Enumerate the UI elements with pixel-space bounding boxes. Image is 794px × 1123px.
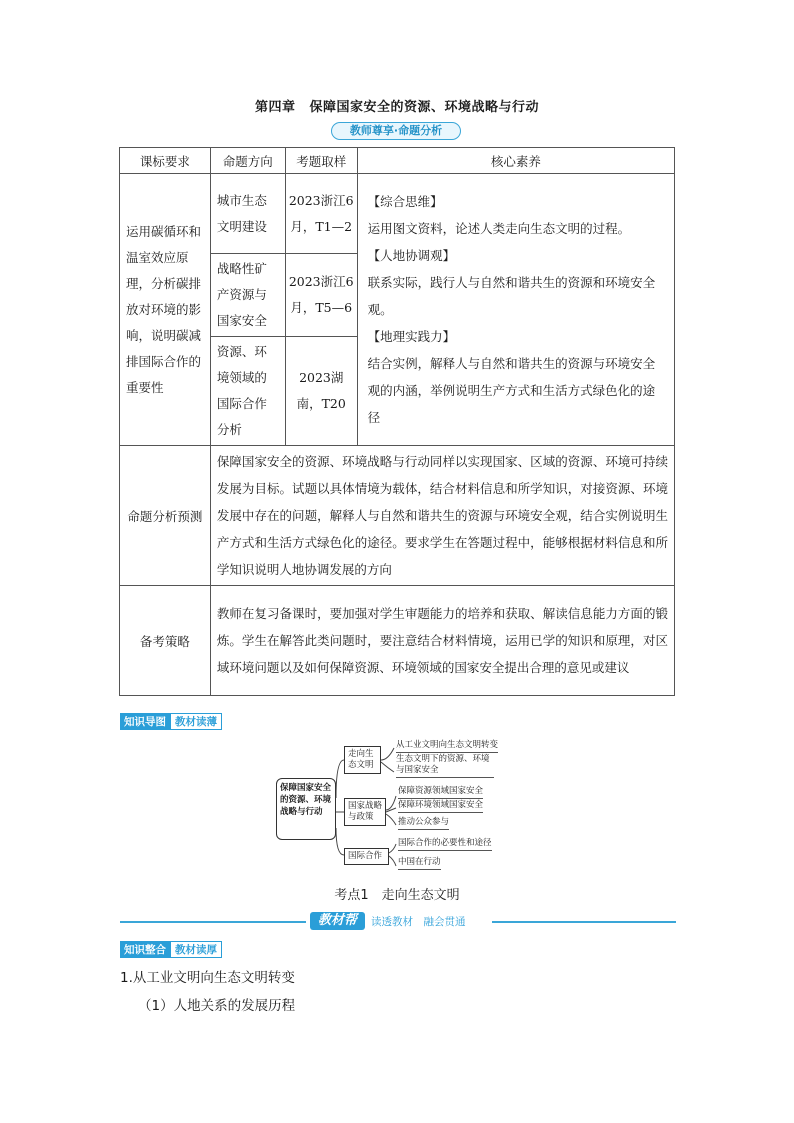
strategy-text: 教师在复习备课时，要加强对学生审题能力的培养和获取、解读信息能力方面的锻炼。学生在解答此类问题时，要注意结合材料情境，运用已学的知识和原理，对区域环境问题以及如何保障资源、环境领域的国家安全提出合理的意见或建议 xyxy=(210,586,674,696)
mind-map xyxy=(276,738,516,868)
leaf-node: 保障环境领域国家安全 xyxy=(398,800,483,813)
core-body-2: 联系实际，践行人与自然和谐共生的资源和环境安全观。 xyxy=(367,275,656,317)
banner-center xyxy=(310,911,486,931)
header-requirement: 课标要求 xyxy=(120,148,211,174)
core-head-3: 【地理实践力】 xyxy=(367,329,456,344)
table-row xyxy=(120,446,675,586)
example-cell: 2023湖南，T20 xyxy=(285,337,357,446)
chapter-name: 保障国家安全的资源、环境战略与行动 xyxy=(309,100,540,115)
branch-node: 走向生态文明 xyxy=(344,746,381,774)
example-cell: 2023浙江6月，T5—6 xyxy=(285,254,357,337)
banner-rule-left xyxy=(120,921,306,923)
tag-primary: 知识导图 xyxy=(120,713,170,730)
forecast-label: 命题分析预测 xyxy=(120,446,211,586)
core-body-1: 运用图文资料，论述人类走向生态文明的过程。 xyxy=(367,221,631,236)
exam-point-title: 考点1 走向生态文明 xyxy=(334,888,460,903)
header-core: 核心素养 xyxy=(357,148,674,174)
core-body-3: 结合实例，解释人与自然和谐共生的资源与环境安全观的内涵，举例说明生产方式和生活方式绿色化的途径 xyxy=(367,356,656,425)
curriculum-table xyxy=(119,147,675,696)
connector-leaf xyxy=(386,814,396,825)
core-literacy-cell xyxy=(357,174,674,446)
connector-branch-3 xyxy=(336,828,344,855)
chapter-number: 第四章 xyxy=(254,100,296,115)
branch-node: 国家战略与政策 xyxy=(344,798,386,826)
knowledge-integration-tag xyxy=(120,941,222,958)
leaf-node: 从工业文明向生态文明转变 xyxy=(396,740,498,753)
textbook-banner xyxy=(120,911,676,931)
tag-secondary: 教材读薄 xyxy=(170,713,222,730)
strategy-label: 备考策略 xyxy=(120,586,211,696)
tag-primary: 知识整合 xyxy=(120,941,170,958)
connector-leaf xyxy=(389,856,396,866)
knowledge-map-tag xyxy=(120,713,222,730)
table-header-row xyxy=(120,148,675,174)
banner-rule-right xyxy=(492,921,676,923)
connector-branch-1 xyxy=(336,760,344,798)
connector-leaf xyxy=(381,762,394,772)
mind-map-root: 保障国家安全的资源、环境战略与行动 xyxy=(276,778,336,840)
chapter-title xyxy=(0,96,794,115)
leaf-node: 推动公众参与 xyxy=(398,817,449,830)
connector-leaf xyxy=(386,796,396,810)
table-row xyxy=(120,586,675,696)
table-row xyxy=(120,174,675,254)
banner-main: 教材帮 xyxy=(310,912,365,930)
direction-cell: 战略性矿产资源与国家安全 xyxy=(210,254,285,337)
example-cell: 2023浙江6月，T1—2 xyxy=(285,174,357,254)
leaf-node: 生态文明下的资源、环境与国家安全 xyxy=(396,754,494,778)
branch-node: 国际合作 xyxy=(344,848,389,865)
header-direction: 命题方向 xyxy=(210,148,285,174)
tag-secondary: 教材读厚 xyxy=(170,941,222,958)
connector-leaf xyxy=(389,844,396,853)
leaf-node: 保障资源领域国家安全 xyxy=(398,786,483,799)
subsection-heading: （1）人地关系的发展历程 xyxy=(138,998,296,1014)
leaf-node: 中国在行动 xyxy=(398,857,441,870)
forecast-text: 保障国家安全的资源、环境战略与行动同样以实现国家、区域的资源、环境可持续发展为目标。试题以具体情境为载体，结合材料信息和所学知识，对接资源、环境发展中存在的问题，解释人与自然和谐共生的资源与环境安全观，结合实例说明生产方式和生活方式绿色化的途径。要求学生在答题过程中，能够根据材料信息和所学知识说明人地协调发展的方向 xyxy=(210,446,674,586)
connector-leaf xyxy=(381,748,394,760)
banner-sub: 读透教材 融会贯通 xyxy=(371,915,466,928)
direction-cell: 资源、环境领域的国际合作分析 xyxy=(210,337,285,446)
header-example: 考题取样 xyxy=(285,148,357,174)
section-heading: 1.从工业文明向生态文明转变 xyxy=(120,970,295,986)
core-head-2: 【人地协调观】 xyxy=(367,248,456,263)
direction-cell: 城市生态文明建设 xyxy=(210,174,285,254)
requirement-cell: 运用碳循环和温室效应原理，分析碳排放对环境的影响，说明碳减排国际合作的重要性 xyxy=(120,174,211,446)
teacher-badge: 教师尊享·命题分析 xyxy=(331,122,461,140)
core-head-1: 【综合思维】 xyxy=(367,194,443,209)
leaf-node: 国际合作的必要性和途径 xyxy=(398,838,492,851)
